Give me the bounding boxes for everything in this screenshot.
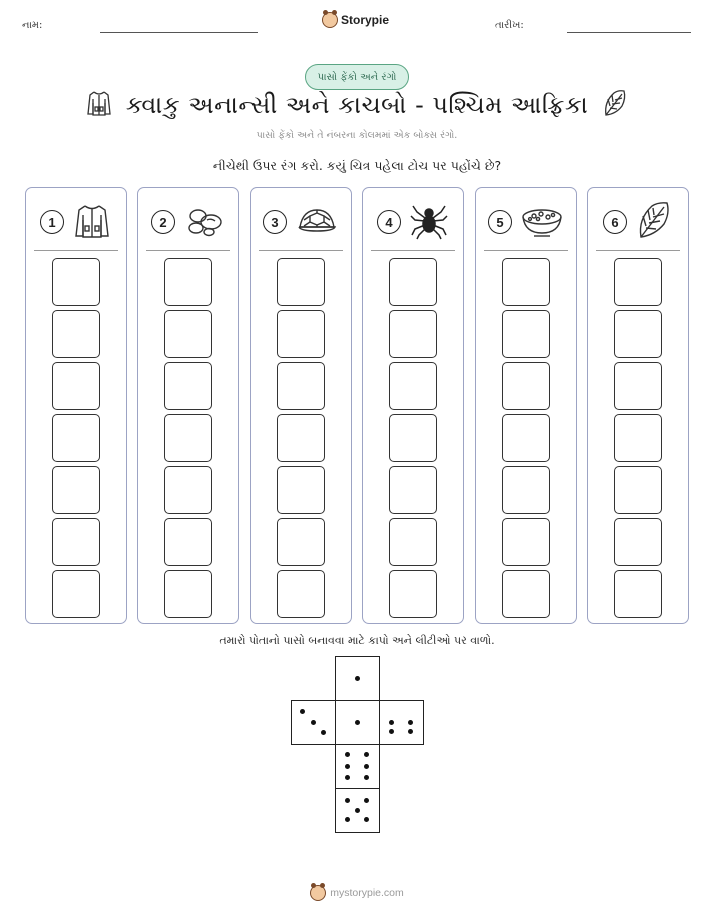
leaf-icon (635, 199, 673, 245)
die-pip (364, 817, 369, 822)
die-pip (364, 752, 369, 757)
column-divider (371, 250, 455, 251)
jacket-icon (86, 89, 112, 121)
color-box[interactable] (52, 518, 100, 566)
color-box[interactable] (52, 258, 100, 306)
die-face-5 (335, 788, 380, 833)
color-box[interactable] (614, 570, 662, 618)
footer-logo-icon (310, 885, 326, 901)
color-box[interactable] (614, 414, 662, 462)
name-line[interactable] (100, 32, 258, 33)
die-face-4 (379, 700, 424, 745)
color-box[interactable] (389, 570, 437, 618)
color-box[interactable] (614, 362, 662, 410)
color-box[interactable] (614, 310, 662, 358)
date-label: તારીખ: (495, 20, 524, 31)
storypie-logo-icon (322, 12, 338, 28)
die-pip (355, 676, 360, 681)
color-box[interactable] (52, 362, 100, 410)
column-4 (362, 187, 464, 624)
die-pip (311, 720, 316, 725)
cut-instruction: તમારો પોતાનો પાસો બનાવવા માટે કાપો અને લીટીઓ પર વાળો. (219, 634, 495, 647)
die-pip (364, 775, 369, 780)
spider-icon (409, 200, 449, 244)
die-pip (355, 720, 360, 725)
die-face-1 (335, 700, 380, 745)
column-divider (484, 250, 568, 251)
column-1 (25, 187, 127, 624)
color-box[interactable] (389, 258, 437, 306)
die-pip (300, 709, 305, 714)
subtitle: પાસો ફેંકો અને તે નંબરના કોલમમાં એક બોક્સ રંગો. (256, 130, 458, 141)
activity-badge: પાસો ફેંકો અને રંગો (305, 64, 409, 90)
color-box[interactable] (164, 466, 212, 514)
color-box[interactable] (389, 362, 437, 410)
leaf-icon (602, 88, 628, 122)
column-header (251, 202, 351, 242)
die-pip (364, 798, 369, 803)
die-pip (389, 720, 394, 725)
column-header (138, 202, 238, 242)
name-label: નામ: (22, 20, 43, 31)
column-number: 6 (603, 210, 627, 234)
color-box[interactable] (389, 518, 437, 566)
die-pip (364, 764, 369, 769)
column-5 (475, 187, 577, 624)
column-header (588, 202, 688, 242)
column-header (363, 202, 463, 242)
color-box[interactable] (502, 518, 550, 566)
column-number: 5 (488, 210, 512, 234)
instruction: નીચેથી ઉપર રંગ કરો. કયું ચિત્ર પહેલા ટોચ પર પહોંચે છે? (212, 158, 502, 173)
color-box[interactable] (614, 518, 662, 566)
die-pip (355, 808, 360, 813)
color-box[interactable] (389, 310, 437, 358)
color-box[interactable] (502, 258, 550, 306)
column-number: 1 (40, 210, 64, 234)
die-pip (345, 752, 350, 757)
color-box[interactable] (164, 570, 212, 618)
column-number: 3 (263, 210, 287, 234)
color-box[interactable] (277, 414, 325, 462)
color-box[interactable] (277, 466, 325, 514)
color-box[interactable] (164, 414, 212, 462)
color-box[interactable] (277, 362, 325, 410)
brand (322, 12, 389, 28)
color-box[interactable] (164, 310, 212, 358)
color-box[interactable] (502, 362, 550, 410)
color-box[interactable] (614, 466, 662, 514)
color-box[interactable] (502, 310, 550, 358)
column-divider (34, 250, 118, 251)
die-pip (321, 730, 326, 735)
rocks-icon (183, 200, 225, 244)
column-header (476, 202, 576, 242)
turtle-shell-icon (295, 200, 339, 244)
column-divider (146, 250, 230, 251)
color-box[interactable] (277, 258, 325, 306)
color-box[interactable] (52, 570, 100, 618)
color-box[interactable] (52, 466, 100, 514)
die-face-1 (335, 656, 380, 701)
die-pip (389, 729, 394, 734)
color-columns (25, 187, 699, 624)
die-face-3 (291, 700, 336, 745)
color-box[interactable] (164, 258, 212, 306)
column-3 (250, 187, 352, 624)
column-2 (137, 187, 239, 624)
color-box[interactable] (502, 414, 550, 462)
die-pip (408, 720, 413, 725)
brand-name: Storypie (341, 13, 390, 27)
color-box[interactable] (277, 310, 325, 358)
title-row (0, 88, 714, 122)
color-box[interactable] (389, 414, 437, 462)
die-face-6 (335, 744, 380, 789)
color-box[interactable] (52, 414, 100, 462)
color-box[interactable] (502, 466, 550, 514)
color-box[interactable] (277, 570, 325, 618)
soup-bowl-icon (520, 200, 564, 244)
die-pip (345, 798, 350, 803)
column-6 (587, 187, 689, 624)
die-pip (345, 775, 350, 780)
column-header (26, 202, 126, 242)
column-number: 4 (377, 210, 401, 234)
die-pip (408, 729, 413, 734)
color-box[interactable] (389, 466, 437, 514)
color-box[interactable] (164, 362, 212, 410)
color-box[interactable] (164, 518, 212, 566)
page-title: ક્વાકુ અનાન્સી અને કાચબો - પશ્ચિમ આફ્રિકા (125, 91, 589, 119)
date-line[interactable] (567, 32, 691, 33)
color-box[interactable] (277, 518, 325, 566)
die-pip (345, 817, 350, 822)
color-box[interactable] (52, 310, 100, 358)
color-box[interactable] (614, 258, 662, 306)
color-box[interactable] (502, 570, 550, 618)
jacket-icon (72, 200, 112, 244)
footer-url: mystorypie.com (330, 887, 404, 899)
die-pip (345, 764, 350, 769)
column-divider (259, 250, 343, 251)
column-divider (596, 250, 680, 251)
column-number: 2 (151, 210, 175, 234)
footer (0, 885, 714, 901)
